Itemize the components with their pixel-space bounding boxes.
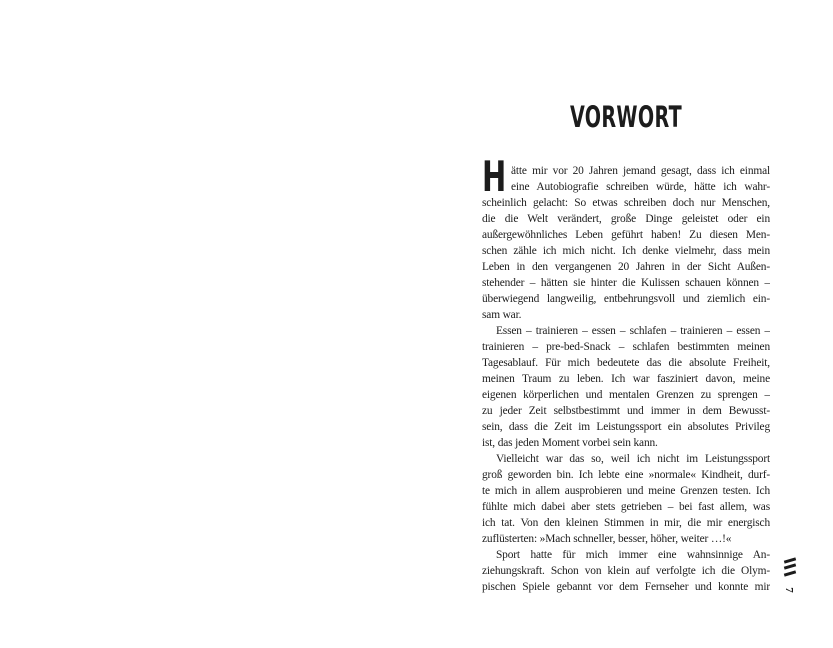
text-line: Sport hatte für mich immer eine wahnsinnige An-: [496, 549, 770, 561]
text-line: zu jeder Zeit selbstbestimmt und immer in dem Bewusst-: [482, 405, 770, 417]
text-line: trainieren – pre-bed-Snack – schlafen bestimmten meinen: [482, 341, 770, 353]
text-line: Essen – trainieren – essen – schlafen – trainieren – essen –: [496, 325, 770, 337]
text-line: meinen Traum zu leben. Ich war fasziniert davon, meine: [482, 373, 770, 385]
text-line: ich tat. Von den kleinen Stimmen in mir, die mir energisch: [482, 517, 770, 529]
text-line: scheinlich gelacht: So etwas schreiben doch nur Menschen,: [482, 197, 770, 209]
hatch-bar-icon: [784, 570, 796, 576]
hatch-bar-icon: [784, 564, 796, 570]
text-line: überwiegend langweilig, entbehrungsvoll und ziemlich ein-: [482, 293, 770, 305]
text-line: stehender – hätten sie hinter die Kulissen schauen können –: [482, 277, 770, 289]
text-line: eine Autobiografie schreiben würde, hätte ich wahr-: [511, 181, 770, 193]
text-line: ätte mir vor 20 Jahren jemand gesagt, dass ich einmal: [511, 165, 770, 177]
page-number: 7: [783, 587, 795, 593]
body-text-column: [482, 152, 770, 595]
text-line: Vielleicht war das so, weil ich nicht im Leistungssport: [496, 453, 770, 465]
text-line: außergewöhnliches Leben geführt haben! Zu diesen Men-: [482, 229, 770, 241]
text-line: zuflüsterten: »Mach schneller, besser, höher, weiter …!«: [482, 533, 732, 545]
text-line: te mich in allem ausprobieren und meine Grenzen testen. Ich: [482, 485, 770, 497]
paragraph: [482, 323, 770, 451]
text-line: die die Welt verändert, große Dinge geleistet oder ein: [482, 213, 770, 225]
paragraph: [482, 547, 770, 595]
text-line: groß geworden bin. Ich lebte eine »normale« Kindheit, durf-: [482, 469, 770, 481]
text-line: eigenen körperlichen und mentalen Grenzen zu sprengen –: [482, 389, 770, 401]
text-line: schen zähle ich mich nicht. Ich denke vielmehr, dass mein: [482, 245, 770, 257]
paragraph: [482, 451, 770, 547]
text-line: ziehungskraft. Schon von klein auf verfolgte ich die Olym-: [482, 565, 770, 577]
text-line: ist, das jeden Moment vorbei sein kann.: [482, 437, 658, 449]
text-line: Tagesablauf. Für mich bedeutete das die absolute Freiheit,: [482, 357, 770, 369]
text-line: fühlte mich dabei aber stets getrieben – bei fast allem, was: [482, 501, 770, 513]
dropcap-letter: H: [482, 152, 507, 201]
text-line: Leben in den vergangenen 20 Jahren in der Sicht Außen-: [482, 261, 770, 273]
text-line: pischen Spiele gebannt vor dem Fernseher und konnte mir: [482, 581, 770, 593]
text-line: sam war.: [482, 309, 522, 321]
text-line: sein, dass die Zeit im Leistungssport ein absolutes Privileg: [482, 421, 770, 433]
paragraph: [482, 152, 770, 323]
chapter-title: VORWORT: [569, 100, 683, 134]
thumb-index-hatch-icon: [784, 559, 798, 581]
